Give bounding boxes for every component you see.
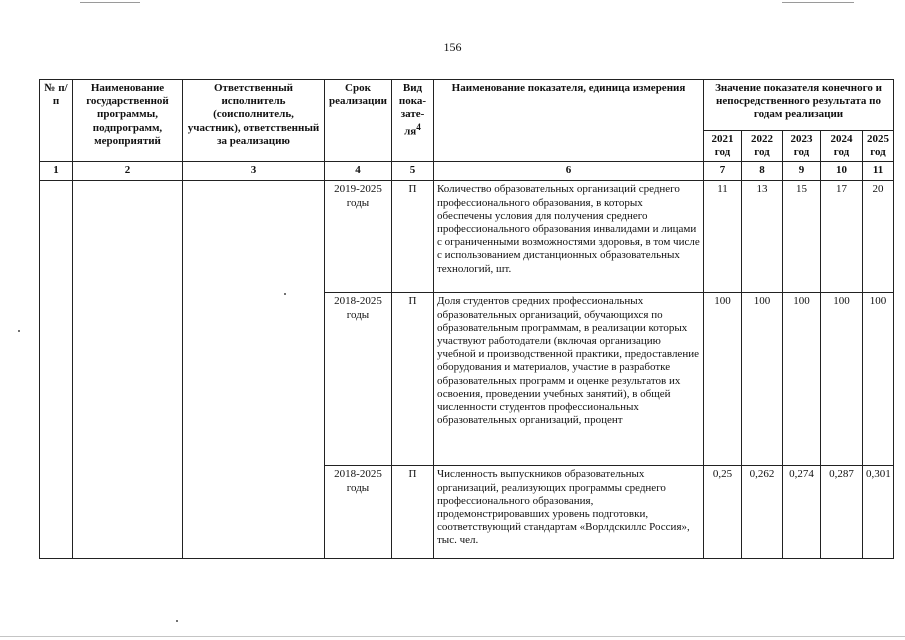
- header-indicator: Наименование показателя, единица измерения: [434, 80, 704, 162]
- indicators-table: [39, 79, 894, 559]
- cell-term: 2019-2025 годы: [325, 181, 392, 293]
- cell-type: П: [392, 293, 434, 466]
- cell-value: 17: [821, 181, 863, 293]
- cell-value: 100: [783, 293, 821, 466]
- header-type: [392, 80, 434, 162]
- top-edge-rule-right: [782, 2, 854, 3]
- cell-value: 100: [821, 293, 863, 466]
- cell-value: 100: [742, 293, 783, 466]
- column-number: 1: [40, 162, 73, 181]
- cell-value: 13: [742, 181, 783, 293]
- column-number: 11: [863, 162, 894, 181]
- column-number: 8: [742, 162, 783, 181]
- column-number: 3: [183, 162, 325, 181]
- cell-value: 15: [783, 181, 821, 293]
- scan-speck: [176, 620, 178, 622]
- table-row: [40, 181, 894, 293]
- cell-value: 11: [704, 181, 742, 293]
- column-number: 5: [392, 162, 434, 181]
- bottom-edge-rule: [0, 636, 905, 637]
- header-program: Наименование государственной программы, подпрограмм, мероприятий: [73, 80, 183, 162]
- column-number: 6: [434, 162, 704, 181]
- cell-value: 100: [704, 293, 742, 466]
- header-year: 2025 год: [863, 131, 894, 162]
- cell-executor-empty: [183, 181, 325, 559]
- cell-indicator: Численность выпускников образовательных организаций, реализующих программы среднего профессионального образования, продемонстрировавших уровень подготовки, соответствующий стандартам «Ворлдскиллс Россия», тыс. чел.: [434, 466, 704, 559]
- header-term: Срок реализации: [325, 80, 392, 162]
- cell-program-empty: [73, 181, 183, 559]
- column-number: 9: [783, 162, 821, 181]
- cell-num-empty: [40, 181, 73, 559]
- column-number: 10: [821, 162, 863, 181]
- cell-indicator: Доля студентов средних профессиональных образовательных организаций, обучающихся по образовательным программам, в реализации которых участвуют работодатели (включая организацию учебной и производственной практики, предоставление оборудования и материалов, участие в разработке образовательных программ и оценке результатов их освоения, проведении учебных занятий), в общей численности студентов профессиональных образовательных организаций, процент: [434, 293, 704, 466]
- top-edge-rule-left: [80, 2, 140, 3]
- cell-term: 2018-2025 годы: [325, 293, 392, 466]
- header-type-footnote: 4: [416, 121, 421, 132]
- cell-value: 0,274: [783, 466, 821, 559]
- scan-speck: [18, 330, 20, 332]
- column-number: 4: [325, 162, 392, 181]
- cell-value: 0,301: [863, 466, 894, 559]
- header-row: [40, 80, 894, 131]
- header-executor: Ответственный исполнитель (соисполнитель, участник), ответственный за реализацию: [183, 80, 325, 162]
- cell-value: 0,25: [704, 466, 742, 559]
- cell-value: 0,262: [742, 466, 783, 559]
- cell-type: П: [392, 466, 434, 559]
- header-year: 2022 год: [742, 131, 783, 162]
- cell-value: 100: [863, 293, 894, 466]
- cell-value: 20: [863, 181, 894, 293]
- header-year: 2021 год: [704, 131, 742, 162]
- header-num: № п/п: [40, 80, 73, 162]
- cell-type: П: [392, 181, 434, 293]
- header-year: 2023 год: [783, 131, 821, 162]
- page-number: 156: [443, 40, 462, 54]
- cell-value: 0,287: [821, 466, 863, 559]
- column-number: 2: [73, 162, 183, 181]
- header-values: Значение показателя конечного и непосредственного результата по годам реализации: [704, 80, 894, 131]
- column-number: 7: [704, 162, 742, 181]
- scan-speck: [284, 293, 286, 295]
- header-year: 2024 год: [821, 131, 863, 162]
- header-type-label: Вид пока-зате-ля: [398, 82, 427, 138]
- cell-term: 2018-2025 годы: [325, 466, 392, 559]
- cell-indicator: Количество образовательных организаций среднего профессионального образования, в которых обеспечены условия для получения среднего профессионального образования инвалидами и лицами с ограниченными возможностями здоровья, в том числе с использованием дистанционных образовательных технологий, шт.: [434, 181, 704, 293]
- column-numbers-row: [40, 162, 894, 181]
